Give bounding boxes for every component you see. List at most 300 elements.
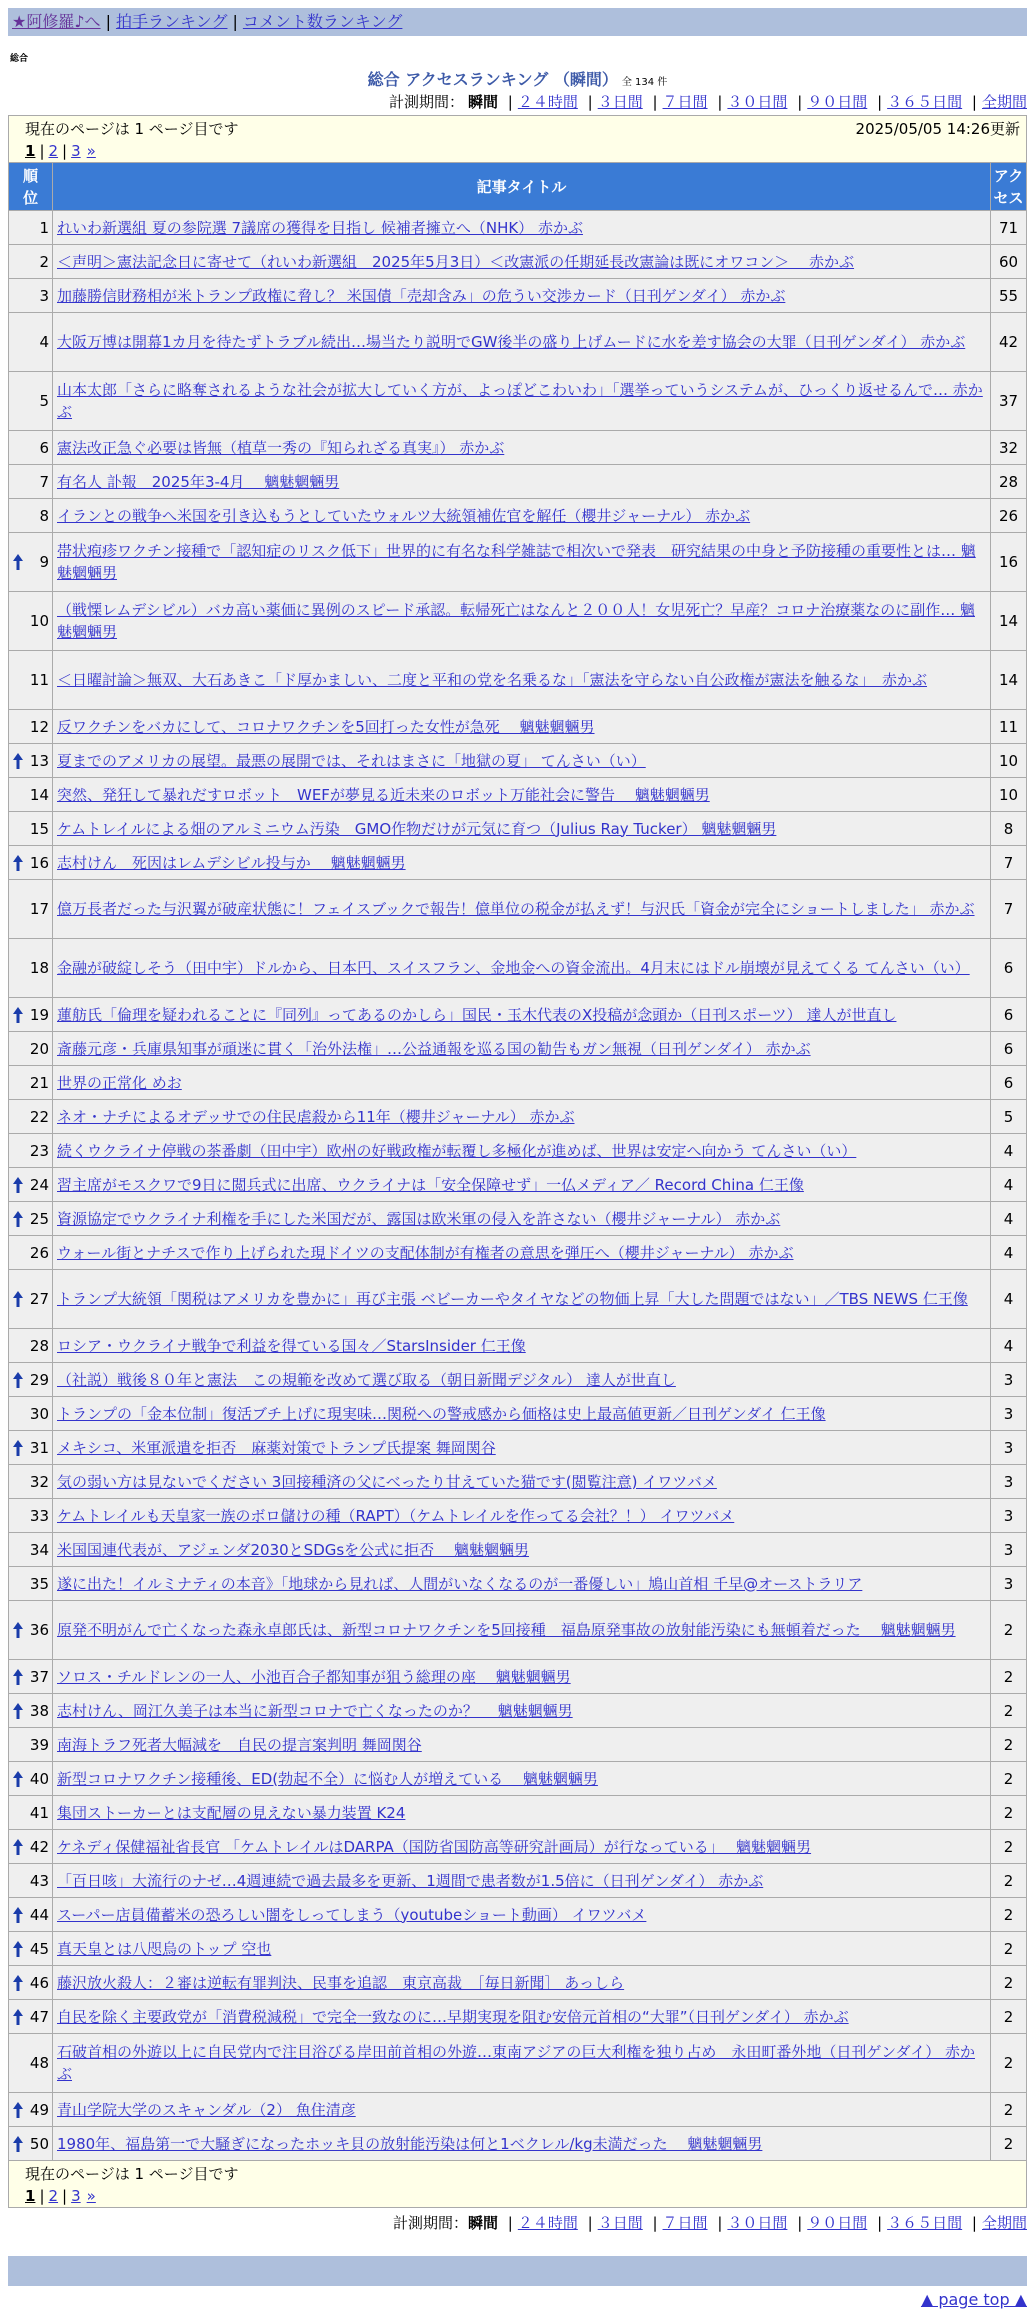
- access-count: 3: [990, 1465, 1026, 1499]
- access-count: 2: [990, 1601, 1026, 1660]
- article-link[interactable]: メキシコ、米軍派遣を拒否 麻薬対策でトランプ氏提案 舞岡関谷: [57, 1438, 496, 1457]
- page-top-row: [0, 2288, 1027, 2312]
- period-7d-link[interactable]: ７日間: [662, 93, 708, 111]
- article-link[interactable]: 1980年、福島第一で大騒ぎになったホッキ貝の放射能汚染は何と1ベクレル/kg未満だった 魑魅魍魎男: [57, 2134, 763, 2153]
- period-3d-link[interactable]: ３日間: [597, 93, 643, 111]
- title-cell: [53, 1431, 991, 1465]
- rank-cell: [9, 1363, 53, 1397]
- period-365d-link[interactable]: ３６５日間: [887, 93, 963, 111]
- rank-cell: [9, 1567, 53, 1601]
- rank-cell: [9, 1932, 53, 1966]
- access-count: 55: [990, 279, 1026, 313]
- article-link[interactable]: 世界の正常化 めお: [57, 1073, 182, 1092]
- table-row: [9, 1236, 1027, 1270]
- rank-cell: [9, 1601, 53, 1660]
- access-count: 4: [990, 1329, 1026, 1363]
- up-arrow-icon: [13, 1669, 23, 1685]
- access-count: 60: [990, 245, 1026, 279]
- title-cell: [53, 1660, 991, 1694]
- table-row: [9, 1270, 1027, 1329]
- rank-cell: [9, 465, 53, 499]
- article-link[interactable]: 資源協定でウクライナ利権を手にした米国だが、露国は欧米軍の侵入を許さない（櫻井ジャーナル） 赤かぶ: [57, 1209, 781, 1228]
- table-row: [9, 1397, 1027, 1431]
- rank-number: 23: [29, 1141, 49, 1160]
- page-1-link[interactable]: 1: [25, 142, 36, 160]
- rank-number: 22: [29, 1107, 49, 1126]
- title-cell: [53, 279, 991, 313]
- article-link[interactable]: ケネディ保健福祉省長官 「ケムトレイルはDARPA（国防省国防高等研究計画局）が行なっている」 魑魅魍魎男: [57, 1837, 812, 1856]
- table-row: [9, 1830, 1027, 1864]
- period-selector-top: 計測期間： 瞬間 | ２４時間 | ３日間 | ７日間 | ３０日間 | ９０日間 | ３６５日間 | 全期間: [388, 93, 1027, 111]
- rank-number: 46: [29, 1973, 49, 1992]
- rank-cell: [9, 372, 53, 431]
- article-link[interactable]: 自民を除く主要政党が「消費税減税」で完全一致なのに…早期実現を阻む安倍元首相の“大罪”（日刊ゲンダイ） 赤かぶ: [57, 2007, 849, 2026]
- article-link[interactable]: 夏までのアメリカの展望。最悪の展開では、それはまさに「地獄の夏」 てんさい（い）: [57, 751, 646, 770]
- access-count: 14: [990, 651, 1026, 710]
- title-cell: [53, 1864, 991, 1898]
- rank-cell: [9, 880, 53, 939]
- article-link[interactable]: 原発不明がんで亡くなった森永卓郎氏は、新型コロナワクチンを5回接種 福島原発事故の放射能汚染にも無頓着だった 魑魅魍魎男: [57, 1621, 956, 1639]
- article-link[interactable]: 藤沢放火殺人：２審は逆転有罪判決、民事を追認 東京高裁 ［毎日新聞］ あっしら: [57, 1973, 625, 1992]
- rank-cell: [9, 1329, 53, 1363]
- nav-link-clap-ranking[interactable]: 拍手ランキング: [115, 12, 228, 31]
- article-link[interactable]: ネオ・ナチによるオデッサでの住民虐殺から11年（櫻井ジャーナル） 赤かぶ: [57, 1107, 575, 1126]
- access-count: 10: [990, 778, 1026, 812]
- rank-number: 29: [29, 1370, 49, 1389]
- nav-link-asyura[interactable]: ★阿修羅♪へ: [12, 12, 101, 31]
- access-count: 32: [990, 431, 1026, 465]
- rank-number: 16: [29, 853, 49, 872]
- rank-cell: [9, 1202, 53, 1236]
- article-link[interactable]: 山本太郎「さらに略奪されるような社会が拡大していく方が、よっぽどこわいわ」「選挙っていうシステムが、ひっくり返せるんで… 赤かぶ: [57, 381, 983, 421]
- rank-number: 24: [29, 1175, 49, 1194]
- period-all-link-bottom[interactable]: 全期間: [981, 2214, 1027, 2232]
- table-row: [9, 1932, 1027, 1966]
- article-link[interactable]: 志村けん 死因はレムデシビル投与か 魑魅魍魎男: [57, 853, 406, 872]
- access-count: 2: [990, 2034, 1026, 2093]
- access-count: 6: [990, 998, 1026, 1032]
- access-count: 6: [990, 939, 1026, 998]
- footer-bar: [8, 2256, 1027, 2286]
- rank-cell: [9, 1032, 53, 1066]
- updated-timestamp: 2025/05/05 14:26更新: [855, 120, 1020, 138]
- access-count: 10: [990, 744, 1026, 778]
- article-link[interactable]: 新型コロナワクチン接種後、ED(勃起不全）に悩む人が増えている 魑魅魍魎男: [57, 1769, 598, 1788]
- period-30d-link-bottom[interactable]: ３０日間: [727, 2214, 788, 2232]
- nav-link-comment-ranking[interactable]: コメント数ランキング: [242, 12, 403, 31]
- article-link[interactable]: 米国国連代表が、アジェンダ2030とSDGsを公式に拒否 魑魅魍魎男: [57, 1540, 529, 1559]
- title-cell: [53, 710, 991, 744]
- table-row: [9, 1601, 1027, 1660]
- rank-cell: [9, 1134, 53, 1168]
- title-cell: [53, 211, 991, 245]
- pager-top: 現在のページは 1 ページ目です 2025/05/05 14:26更新 1 | 2 | 3 »: [9, 116, 1027, 163]
- rank-cell: [9, 812, 53, 846]
- title-cell: [53, 1168, 991, 1202]
- title-cell: [53, 372, 991, 431]
- up-arrow-icon: [13, 1941, 23, 1957]
- rank-cell: [9, 1762, 53, 1796]
- rank-cell: [9, 1066, 53, 1100]
- table-row: [9, 710, 1027, 744]
- up-arrow-icon: [13, 2102, 23, 2118]
- rank-number: 3: [39, 286, 49, 305]
- rank-cell: [9, 1966, 53, 2000]
- rank-number: 40: [29, 1769, 49, 1788]
- period-7d-link-bottom[interactable]: ７日間: [662, 2214, 708, 2232]
- rank-number: 31: [29, 1438, 49, 1457]
- article-link[interactable]: 斎藤元彦・兵庫県知事が頑迷に貫く「治外法権」…公益通報を巡る国の勧告もガン無視（日刊ゲンダイ） 赤かぶ: [57, 1039, 811, 1058]
- rank-cell: [9, 1694, 53, 1728]
- title-cell: [53, 1032, 991, 1066]
- rank-number: 21: [29, 1073, 49, 1092]
- period-all-link[interactable]: 全期間: [981, 93, 1027, 111]
- rank-number: 2: [39, 252, 49, 271]
- rank-number: 38: [29, 1701, 49, 1720]
- access-count: 42: [990, 313, 1026, 372]
- access-count: 3: [990, 1499, 1026, 1533]
- access-count: 3: [990, 1397, 1026, 1431]
- ranking-body: [9, 211, 1027, 2161]
- rank-number: 6: [39, 438, 49, 457]
- rank-number: 5: [39, 392, 49, 410]
- title-cell: [53, 592, 991, 651]
- rank-cell: [9, 1830, 53, 1864]
- title-cell: [53, 1202, 991, 1236]
- table-row: [9, 998, 1027, 1032]
- article-link[interactable]: 習主席がモスクワで9日に閲兵式に出席、ウクライナは「安全保障せず」一仏メディア／ Record China 仁王像: [57, 1175, 804, 1194]
- article-link[interactable]: ウォール街とナチスで作り上げられた現ドイツの支配体制が有権者の意思を弾圧へ（櫻井ジャーナル） 赤かぶ: [57, 1243, 794, 1262]
- rank-number: 25: [29, 1209, 49, 1228]
- nav-separator: |: [232, 12, 238, 31]
- period-selector-bottom: 計測期間：瞬間 | ２４時間 | ３日間 | ７日間 | ３０日間 | ９０日間 | ３６５日間 | 全期間: [392, 2214, 1027, 2232]
- period-24h-link-bottom[interactable]: ２４時間: [517, 2214, 578, 2232]
- current-page-text-bottom: 現在のページは 1 ページ目です: [25, 2165, 239, 2183]
- period-current: 瞬間: [467, 93, 498, 111]
- access-count: 2: [990, 1660, 1026, 1694]
- table-row: [9, 533, 1027, 592]
- up-arrow-icon: [13, 1177, 23, 1193]
- access-count: 3: [990, 1363, 1026, 1397]
- article-link[interactable]: 反ワクチンをバカにして、コロナワクチンを5回打った女性が急死 魑魅魍魎男: [57, 717, 595, 736]
- table-row: [9, 651, 1027, 710]
- article-link[interactable]: 集団ストーカーとは支配層の見えない暴力装置 K24: [57, 1803, 406, 1822]
- article-link[interactable]: 有名人 訃報 2025年3-4月 魑魅魍魎男: [57, 472, 340, 491]
- ranking-table: [8, 115, 1027, 2208]
- article-link[interactable]: 石破首相の外遊以上に自民党内で注目浴びる岸田前首相の外遊…東南アジアの巨大利権を独り占め 永田町番外地（日刊ゲンダイ） 赤かぶ: [57, 2043, 975, 2083]
- up-arrow-icon: [13, 1907, 23, 1923]
- rank-cell: [9, 211, 53, 245]
- rank-cell: [9, 2034, 53, 2093]
- title-cell: [53, 245, 991, 279]
- rank-cell: [9, 245, 53, 279]
- rank-number: 48: [29, 2054, 49, 2072]
- rank-number: 9: [39, 553, 49, 571]
- article-link[interactable]: イランとの戦争へ米国を引き込もうとしていたウォルツ大統領補佐官を解任（櫻井ジャーナル） 赤かぶ: [57, 506, 751, 525]
- table-row: [9, 465, 1027, 499]
- up-arrow-icon: [13, 1440, 23, 1456]
- page-top-link[interactable]: ▲ page top ▲: [920, 2290, 1027, 2309]
- up-arrow-icon: [13, 1703, 23, 1719]
- title-cell: [53, 1796, 991, 1830]
- table-row: [9, 1329, 1027, 1363]
- next-page-link-bottom[interactable]: »: [86, 2187, 96, 2205]
- article-link[interactable]: 帯状疱疹ワクチン接種で「認知症のリスク低下」世界的に有名な科学雑誌で相次いで発表 研究結果の中身と予防接種の重要性とは… 魑魅魍魎男: [57, 542, 976, 582]
- rank-cell: [9, 313, 53, 372]
- article-link[interactable]: ＜声明＞憲法記念日に寄せて（れいわ新選組 2025年5月3日）＜改憲派の任期延長改憲論は既にオワコン＞ 赤かぶ: [57, 252, 855, 271]
- access-count: 11: [990, 710, 1026, 744]
- article-link[interactable]: 遂に出た！イルミナティの本音》「地球から見れば、人間がいなくなるのが一番優しい」鳩山首相 千早@オーストラリア: [57, 1574, 863, 1593]
- title-cell: [53, 499, 991, 533]
- table-row: [9, 1898, 1027, 1932]
- rank-cell: [9, 279, 53, 313]
- rank-number: 39: [29, 1735, 49, 1754]
- access-count: 2: [990, 1966, 1026, 2000]
- rank-cell: [9, 1270, 53, 1329]
- title-cell: [53, 744, 991, 778]
- up-arrow-icon: [13, 1839, 23, 1855]
- rank-cell: [9, 1533, 53, 1567]
- rank-number: 41: [29, 1803, 49, 1822]
- table-row: [9, 1066, 1027, 1100]
- rank-cell: [9, 1100, 53, 1134]
- up-arrow-icon: [13, 2009, 23, 2025]
- article-link[interactable]: れいわ新選組 夏の参院選 7議席の獲得を目指し 候補者擁立へ（NHK） 赤かぶ: [57, 218, 583, 237]
- rank-number: 11: [29, 671, 49, 689]
- rank-cell: [9, 431, 53, 465]
- table-row: [9, 778, 1027, 812]
- table-row: [9, 592, 1027, 651]
- table-row: [9, 1032, 1027, 1066]
- article-link[interactable]: ロシア・ウクライナ戦争で利益を得ている国々／StarsInsider 仁王像: [57, 1336, 526, 1355]
- table-row: [9, 372, 1027, 431]
- access-count: 7: [990, 880, 1026, 939]
- article-link[interactable]: 気の弱い方は見ないでください 3回接種済の父にべったり甘えていた猫です(閲覧注意) イワツバメ: [57, 1472, 717, 1491]
- rank-number: 7: [39, 472, 49, 491]
- next-page-link[interactable]: »: [86, 142, 96, 160]
- access-count: 7: [990, 846, 1026, 880]
- access-count: 2: [990, 2000, 1026, 2034]
- title-cell: [53, 1567, 991, 1601]
- title-cell: [53, 1397, 991, 1431]
- rank-cell: [9, 744, 53, 778]
- current-page-text: 現在のページは 1 ページ目です: [25, 120, 239, 138]
- rank-number: 35: [29, 1574, 49, 1593]
- article-link[interactable]: 憲法改正急ぐ必要は皆無（植草一秀の『知られざる真実』） 赤かぶ: [57, 438, 505, 457]
- page-1-link-bottom[interactable]: 1: [25, 2187, 36, 2205]
- table-row: [9, 245, 1027, 279]
- title-cell: [53, 1533, 991, 1567]
- article-link[interactable]: トランプ大統領「関税はアメリカを豊かに」再び主張 ベビーカーやタイヤなどの物価上昇「大した問題ではない」／TBS NEWS 仁王像: [57, 1290, 968, 1308]
- rank-number: 1: [39, 218, 49, 237]
- period-24h-link[interactable]: ２４時間: [517, 93, 578, 111]
- article-link[interactable]: （戦慄レムデシビル）バカ高い薬価に異例のスピード承認。転帰死亡はなんと２００人！女児死亡？早産？コロナ治療薬なのに副作… 魑魅魍魎男: [57, 601, 975, 641]
- page-3-link-bottom[interactable]: 3: [71, 2187, 81, 2205]
- access-count: 28: [990, 465, 1026, 499]
- article-link[interactable]: 志村けん、岡江久美子は本当に新型コロナで亡くなったのか？ 魑魅魍魎男: [57, 1701, 573, 1720]
- article-link[interactable]: 蓮舫氏「倫理を疑われることに『同列』ってあるのかしら」国民・玉木代表のX投稿が念頭か（日刊スポーツ） 達人が世直し: [57, 1005, 897, 1024]
- article-link[interactable]: ソロス・チルドレンの一人、小池百合子都知事が狙う総理の座 魑魅魍魎男: [57, 1667, 571, 1686]
- title-cell: [53, 1728, 991, 1762]
- access-count: 2: [990, 1728, 1026, 1762]
- table-row: [9, 1694, 1027, 1728]
- article-link[interactable]: 金融が破綻しそう（田中宇）ドルから、日本円、スイスフラン、金地金への資金流出。4月末にはドル崩壊が見えてくる てんさい（い）: [57, 959, 970, 977]
- access-count: 3: [990, 1533, 1026, 1567]
- page-2-link-bottom[interactable]: 2: [48, 2187, 59, 2205]
- table-row: [9, 1567, 1027, 1601]
- title-cell: [53, 431, 991, 465]
- article-link[interactable]: ＜日曜討論＞無双、大石あきこ「ド厚かましい、二度と平和の党を名乗るな」「憲法を守らない自公政権が憲法を触るな」 赤かぶ: [57, 671, 928, 689]
- access-count: 2: [990, 1694, 1026, 1728]
- up-arrow-icon: [13, 2136, 23, 2152]
- col-rank-header: [9, 163, 53, 211]
- title-cell: [53, 778, 991, 812]
- rank-number: 36: [29, 1621, 49, 1639]
- table-row: [9, 2000, 1027, 2034]
- title-cell: [53, 313, 991, 372]
- nav-separator: |: [105, 12, 111, 31]
- table-row: [9, 939, 1027, 998]
- table-row: [9, 1728, 1027, 1762]
- col-title-header: 記事タイトル: [53, 163, 991, 211]
- period-365d-link-bottom[interactable]: ３６５日間: [887, 2214, 963, 2232]
- table-row: [9, 211, 1027, 245]
- title-cell: [53, 465, 991, 499]
- title-cell: [53, 1363, 991, 1397]
- rank-number: 47: [29, 2007, 49, 2026]
- rank-cell: [9, 1236, 53, 1270]
- rank-number: 20: [29, 1039, 49, 1058]
- period-3d-link-bottom[interactable]: ３日間: [597, 2214, 643, 2232]
- up-arrow-icon: [13, 753, 23, 769]
- access-count: 4: [990, 1202, 1026, 1236]
- table-row: [9, 1864, 1027, 1898]
- title-cell: [53, 2000, 991, 2034]
- col-access-label: アク セス: [993, 166, 1024, 207]
- title-cell: [53, 1694, 991, 1728]
- table-row: [9, 1499, 1027, 1533]
- article-link[interactable]: トランプの「金本位制」復活ブチ上げに現実味…関税への警戒感から価格は史上最高値更新／日刊ゲンダイ 仁王像: [57, 1404, 826, 1423]
- rank-cell: [9, 1499, 53, 1533]
- access-count: 2: [990, 1762, 1026, 1796]
- article-link[interactable]: ケムトレイルも天皇家一族のボロ儲けの種（RAPT）（ケムトレイルを作ってる会社？！） イワツバメ: [57, 1506, 735, 1525]
- access-count: 26: [990, 499, 1026, 533]
- article-link[interactable]: 「百日咳」大流行のナゼ…4週連続で過去最多を更新、1週間で患者数が1.5倍に（日刊ゲンダイ） 赤かぶ: [57, 1871, 764, 1890]
- access-count: 4: [990, 1168, 1026, 1202]
- category-label: 総合: [10, 54, 29, 64]
- up-arrow-icon: [13, 554, 23, 570]
- title-cell: [53, 1465, 991, 1499]
- top-nav-bar: [8, 8, 1027, 36]
- article-link[interactable]: 続くウクライナ停戦の茶番劇（田中宇）欧州の好戦政権が転覆し多極化が進めば、世界は安定へ向かう てんさい（い）: [57, 1141, 857, 1160]
- up-arrow-icon: [13, 1291, 23, 1307]
- title-cell: [53, 2034, 991, 2093]
- article-link[interactable]: 南海トラフ死者大幅減を 自民の提言案判明 舞岡関谷: [57, 1735, 422, 1754]
- rank-number: 27: [29, 1290, 49, 1308]
- article-link[interactable]: 加藤勝信財務相が米トランプ政権に脅し？ 米国債「売却含み」の危うい交渉カード（日刊ゲンダイ） 赤かぶ: [57, 286, 786, 305]
- rank-number: 32: [29, 1472, 49, 1491]
- rank-number: 44: [29, 1905, 49, 1924]
- article-link[interactable]: 真天皇とは八咫烏のトップ 空也: [57, 1939, 272, 1958]
- table-row: [9, 1533, 1027, 1567]
- title-cell: [53, 651, 991, 710]
- period-30d-link[interactable]: ３０日間: [727, 93, 788, 111]
- table-row: [9, 1202, 1027, 1236]
- access-count: 2: [990, 1796, 1026, 1830]
- period-90d-link[interactable]: ９０日間: [807, 93, 868, 111]
- title-cell: [53, 998, 991, 1032]
- rank-cell: [9, 499, 53, 533]
- rank-cell: [9, 1168, 53, 1202]
- title-cell: [53, 533, 991, 592]
- rank-cell: [9, 1431, 53, 1465]
- up-arrow-icon: [13, 1211, 23, 1227]
- rank-number: 8: [39, 506, 49, 525]
- rank-number: 33: [29, 1506, 49, 1525]
- rank-cell: [9, 998, 53, 1032]
- table-row: [9, 2093, 1027, 2127]
- up-arrow-icon: [13, 1007, 23, 1023]
- rank-cell: [9, 2127, 53, 2161]
- title-cell: [53, 2093, 991, 2127]
- rank-cell: [9, 651, 53, 710]
- article-link[interactable]: スーパー店員備蓄米の恐ろしい闇をしってしまう（youtubeショート動画） イワツバメ: [57, 1905, 647, 1924]
- table-row: [9, 1134, 1027, 1168]
- article-link[interactable]: 大阪万博は開幕1カ月を待たずトラブル続出…場当たり説明でGW後半の盛り上げムードに水を差す協会の大罪（日刊ゲンダイ） 赤かぶ: [57, 333, 966, 351]
- page-2-link[interactable]: 2: [48, 142, 59, 160]
- title-cell: [53, 846, 991, 880]
- rank-cell: [9, 1728, 53, 1762]
- table-header: [9, 163, 1027, 211]
- title-cell: [53, 1100, 991, 1134]
- period-90d-link-bottom[interactable]: ９０日間: [807, 2214, 868, 2232]
- article-link[interactable]: （社説）戦後８０年と憲法 この規範を改めて選び取る（朝日新聞デジタル） 達人が世直し: [57, 1370, 676, 1389]
- article-link[interactable]: 突然、発狂して暴れだすロボット WEFが夢見る近未来のロボット万能社会に警告 魑魅魍魎男: [57, 785, 710, 804]
- access-count: 3: [990, 1567, 1026, 1601]
- rank-number: 26: [29, 1243, 49, 1262]
- rank-number: 19: [29, 1005, 49, 1024]
- table-row: [9, 1796, 1027, 1830]
- page-3-link[interactable]: 3: [71, 142, 81, 160]
- table-row: [9, 1431, 1027, 1465]
- access-count: 2: [990, 1830, 1026, 1864]
- rank-cell: [9, 533, 53, 592]
- access-count: 2: [990, 1932, 1026, 1966]
- rank-cell: [9, 2093, 53, 2127]
- title-cell: [53, 1499, 991, 1533]
- total-count: 全 134 件: [621, 77, 668, 88]
- access-count: 2: [990, 2127, 1026, 2161]
- rank-number: 50: [29, 2134, 49, 2153]
- period-label-bottom: 計測期間：: [392, 2214, 468, 2232]
- article-link[interactable]: 青山学院大学のスキャンダル（2） 魚住清彦: [57, 2100, 356, 2119]
- article-link[interactable]: ケムトレイルによる畑のアルミニウム汚染 GMO作物だけが元気に育つ（Julius Ray Tucker） 魑魅魍魎男: [57, 819, 777, 838]
- table-row: [9, 812, 1027, 846]
- rank-number: 34: [29, 1540, 49, 1559]
- page-title: 総合 アクセスランキング （瞬間）: [367, 70, 618, 89]
- title-cell: [53, 1601, 991, 1660]
- access-count: 6: [990, 1066, 1026, 1100]
- table-row: [9, 1762, 1027, 1796]
- title-cell: [53, 1270, 991, 1329]
- title-cell: [53, 939, 991, 998]
- rank-number: 10: [29, 612, 49, 630]
- article-link[interactable]: 億万長者だった与沢翼が破産状態に！フェイスブックで報告！億単位の税金が払えず！与沢氏「資金が完全にショートしました」 赤かぶ: [57, 900, 975, 918]
- table-row: [9, 1100, 1027, 1134]
- rank-number: 15: [29, 819, 49, 838]
- rank-number: 13: [29, 751, 49, 770]
- table-row: [9, 1966, 1027, 2000]
